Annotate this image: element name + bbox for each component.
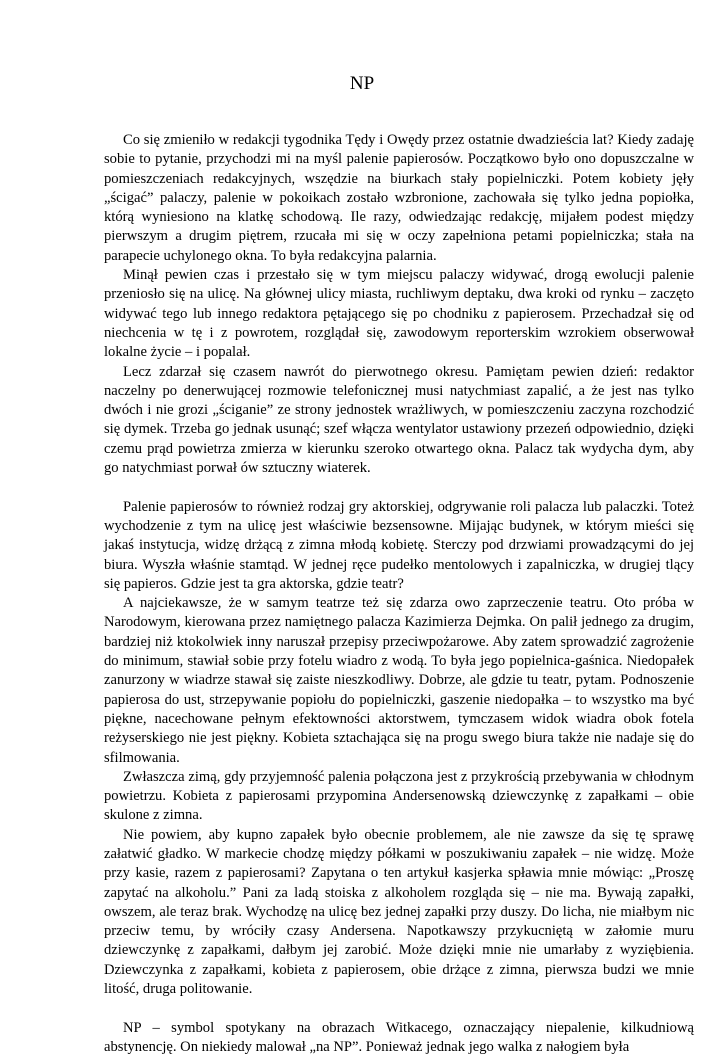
paragraph: Minął pewien czas i przestało się w tym miejscu palaczy widywać, drogą ewolucji palenie przeniosło się na ulicę. Na głównej ulicy miasta, ruchliwym deptaku, dwa kroki od rynku – zaczęto widywać tego lub innego redaktora pętającego się po chodniku z papierosem. Przechadzał się od niechcenia w tę i z powrotem, rozglądał się, zawodowym reporterskim wzrokiem obserwował lokalne życie – i popalał.: [104, 267, 694, 361]
paragraph: Co się zmieniło w redakcji tygodnika Tędy i Owędy przez ostatnie dwadzieścia lat? Kiedy zadaję sobie to pytanie, przychodzi mi na myśl palenie papierosów. Początkowo było ono dopuszczalne w pomieszczeniach redakcyjnych, wszędzie na biurkach stały popielniczki. Potem kobiety jęły „ścigać” palaczy, palenie w pokoikach zostało wzbronione, zachowała się tylko jedna popiołka, którą wyniesiono na klatkę schodową. Ile razy, odwiedzając redakcję, mijałem podest między pierwszym a drugim piętrem, rzucała mi się w oczy zapełniona petami popielniczka; stała na parapecie uchylonego okna. To była redakcyjna palarnia.: [104, 132, 694, 264]
document-body: [104, 131, 694, 1057]
paragraph: NP – symbol spotykany na obrazach Witkacego, oznaczający niepalenie, kilkudniową abstynencję. On niekiedy malował „na NP”. Ponieważ jednak jego walka z nałogiem była: [104, 1019, 694, 1055]
paragraph: Nie powiem, aby kupno zapałek było obecnie problemem, ale nie zawsze da się tę sprawę załatwić gładko. W markecie chodzę między półkami w poszukiwaniu zapałek – nie widzę. Może przy kasie, razem z papierosami? Zapytana o ten artykuł kasjerka spławia mnie mówiąc: „Proszę zapytać na alkoholu.” Pani za ladą stoiska z alkoholem rozgląda się – nie ma. Bywają zapałki, owszem, ale teraz brak. Wychodzę na ulicę bez jednej zapałki przy duszy. Do licha, nie miałbym nic przeciw temu, by wróciły czasy Andersena. Napotkawszy przykucniętą w załomie muru dziewczynkę z zapałkami, dałbym jej zarobić. Może dzięki mnie nie umarłaby z wyziębienia. Dziewczynka z zapałkami, kobieta z papierosem, obie drżące z zimna, pierwsza budzi we mnie litość, druga politowanie.: [104, 826, 694, 998]
paragraph: Palenie papierosów to również rodzaj gry aktorskiej, odgrywanie roli palacza lub palaczki. Toteż wychodzenie z tym na ulicę jest właściwie bezsensowne. Mijając budynek, w którym mieści się jakaś instytucja, widzę drżącą z zimna młodą kobietę. Sterczy pod drzwiami prowadzącymi do jej biura. Wyszła właśnie stamtąd. W jednej ręce pudełko mentolowych i zapalniczka, w drugiej tlący się papieros. Gdzie jest ta gra aktorska, gdzie teatr?: [104, 498, 694, 592]
paragraph: A najciekawsze, że w samym teatrze też się zdarza owo zaprzeczenie teatru. Oto próba w Narodowym, kierowana przez namiętnego palacza Kazimierza Dejmka. On palił jednego za drugim, bardziej niż ktokolwiek inny naruszał przepisy przeciwpożarowe. Aby zatem sprowadzić zagrożenie do minimum, stawiał sobie przy fotelu wiadro z wodą. To była jego popielnica-gaśnica. Niedopałek zanurzony w wiadrze stawał się zaiste nieszkodliwy. Dobrze, ale gdzie tu teatr, pytam. Podnoszenie papierosa do ust, strzepywanie popiołu do popielniczki, gaszenie niedopałka – to wszystko ma być piękne, nacechowane pełnym efektowności aktorstwem, tymczasem widok wiadra obok fotela reżyserskiego nie jest piękny. Kobieta sztachająca się na progu swego biura także nie nadaje się do sfilmowania.: [104, 595, 694, 766]
paragraph: Zwłaszcza zimą, gdy przyjemność palenia połączona jest z przykrością przebywania w chłodnym powietrzu. Kobieta z papierosami przypomina Andersenowską dziewczynkę z zapałkami – obie skulone z zimna.: [104, 768, 694, 824]
document-title: NP: [349, 73, 375, 94]
paragraph: Lecz zdarzał się czasem nawrót do pierwotnego okresu. Pamiętam pewien dzień: redaktor naczelny po denerwującej rozmowie telefonicznej musi natychmiast zapalić, a że jest nas tylko dwóch i nie grozi „ściganie” ze strony jednostek wrażliwych, w pomieszczeniu zaczyna rozchodzić się dymek. Trzeba go jednak usunąć; szef włącza wentylator ustawiony przezeń odpowiednio, dzięki czemu prąd powietrza zmierza w kierunku szeroko otwartego okna. Palacz tak wydycha dym, aby go natychmiast porwał ów sztuczny wiaterek.: [104, 363, 694, 477]
